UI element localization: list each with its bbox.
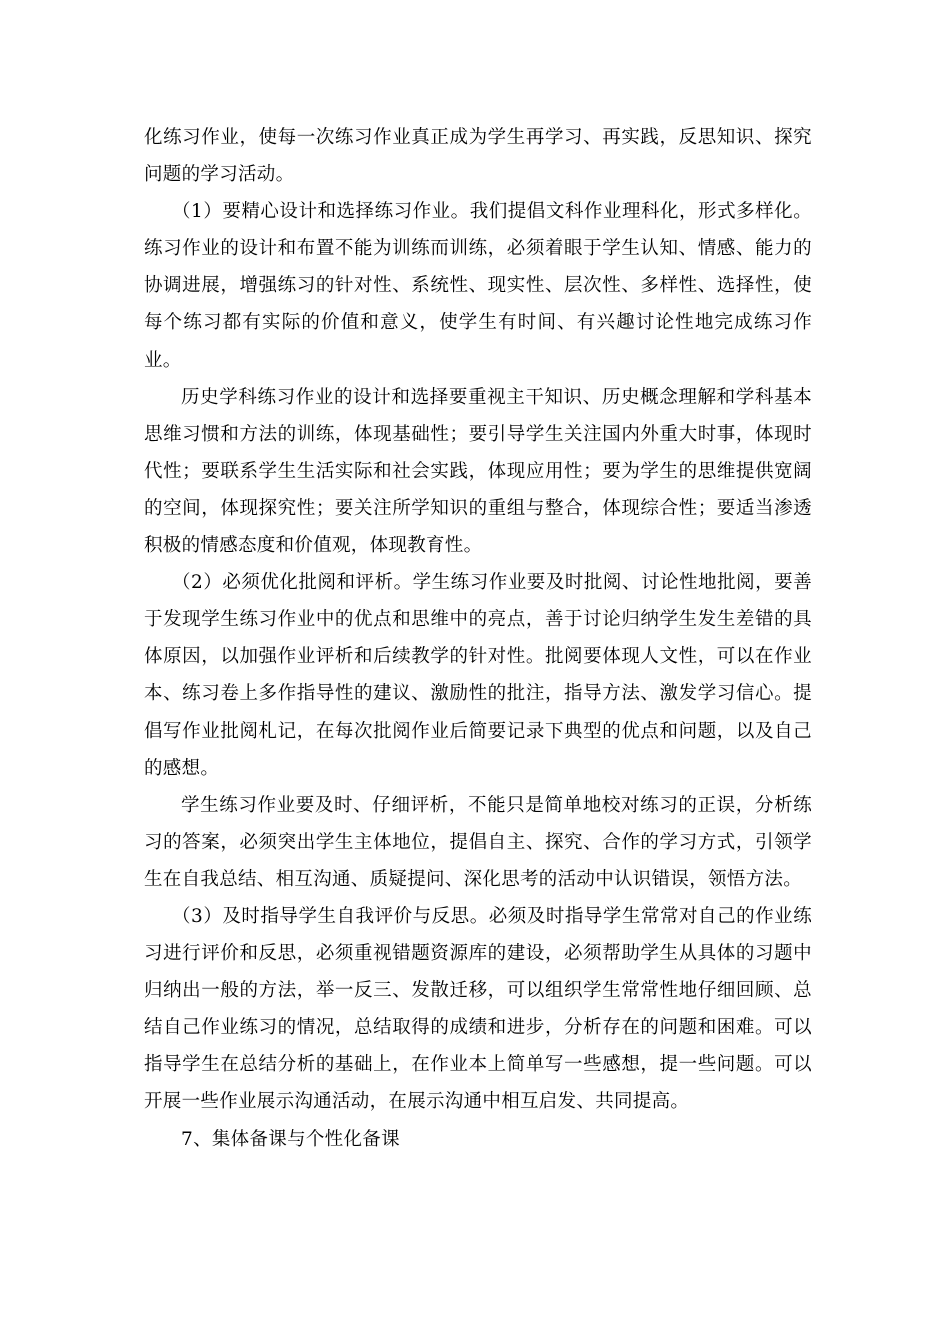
paragraph-item-2: （2）必须优化批阅和评析。学生练习作业要及时批阅、讨论性地批阅，要善于发现学生练习作业中的优点和思维中的亮点，善于讨论归纳学生发生差错的具体原因，以加强作业评析和后续教学的针对性。批阅要体现人文性，可以在作业本、练习卷上多作指导性的建议、激励性的批注，指导方法、激发学习信心。提倡写作业批阅札记，在每次批阅作业后简要记录下典型的优点和问题，以及自己的感想。 (144, 572, 812, 779)
paragraph-continuation: 化练习作业，使每一次练习作业真正成为学生再学习、再实践，反思知识、探究问题的学习活动。 (144, 127, 812, 186)
section-heading: 7、集体备课与个性化备课 (181, 1128, 400, 1150)
paragraph-item-1: （1）要精心设计和选择练习作业。我们提倡文科作业理科化，形式多样化。练习作业的设计和布置不能为训练而训练，必须着眼于学生认知、情感、能力的协调进展，增强练习的针对性、系统性、现实性、层次性、多样性、选择性，使每个练习都有实际的价值和意义，使学生有时间、有兴趣讨论性地完成练习作业。 (144, 201, 812, 371)
paragraph-evaluation: 学生练习作业要及时、仔细评析，不能只是简单地校对练习的正误，分析练习的答案，必须突出学生主体地位，提倡自主、探究、合作的学习方式，引领学生在自我总结、相互沟通、质疑提问、深化思考的活动中认识错误，领悟方法。 (144, 794, 812, 890)
paragraph-history-design: 历史学科练习作业的设计和选择要重视主干知识、历史概念理解和学科基本思维习惯和方法的训练，体现基础性；要引导学生关注国内外重大时事，体现时代性；要联系学生生活实际和社会实践，体现应用性；要为学生的思维提供宽阔的空间，体现探究性；要关注所学知识的重组与整合，体现综合性；要适当渗透积极的情感态度和价值观，体现教育性。 (144, 386, 812, 557)
document-body (144, 119, 812, 1158)
paragraph-item-3: （3）及时指导学生自我评价与反思。必须及时指导学生常常对自己的作业练习进行评价和反思，必须重视错题资源库的建设，必须帮助学生从具体的习题中归纳出一般的方法，举一反三、发散迁移，可以组织学生常常性地仔细回顾、总结自己作业练习的情况，总结取得的成绩和进步，分析存在的问题和困难。可以指导学生在总结分析的基础上，在作业本上简单写一些感想，提一些问题。可以开展一些作业展示沟通活动，在展示沟通中相互启发、共同提高。 (144, 905, 812, 1113)
